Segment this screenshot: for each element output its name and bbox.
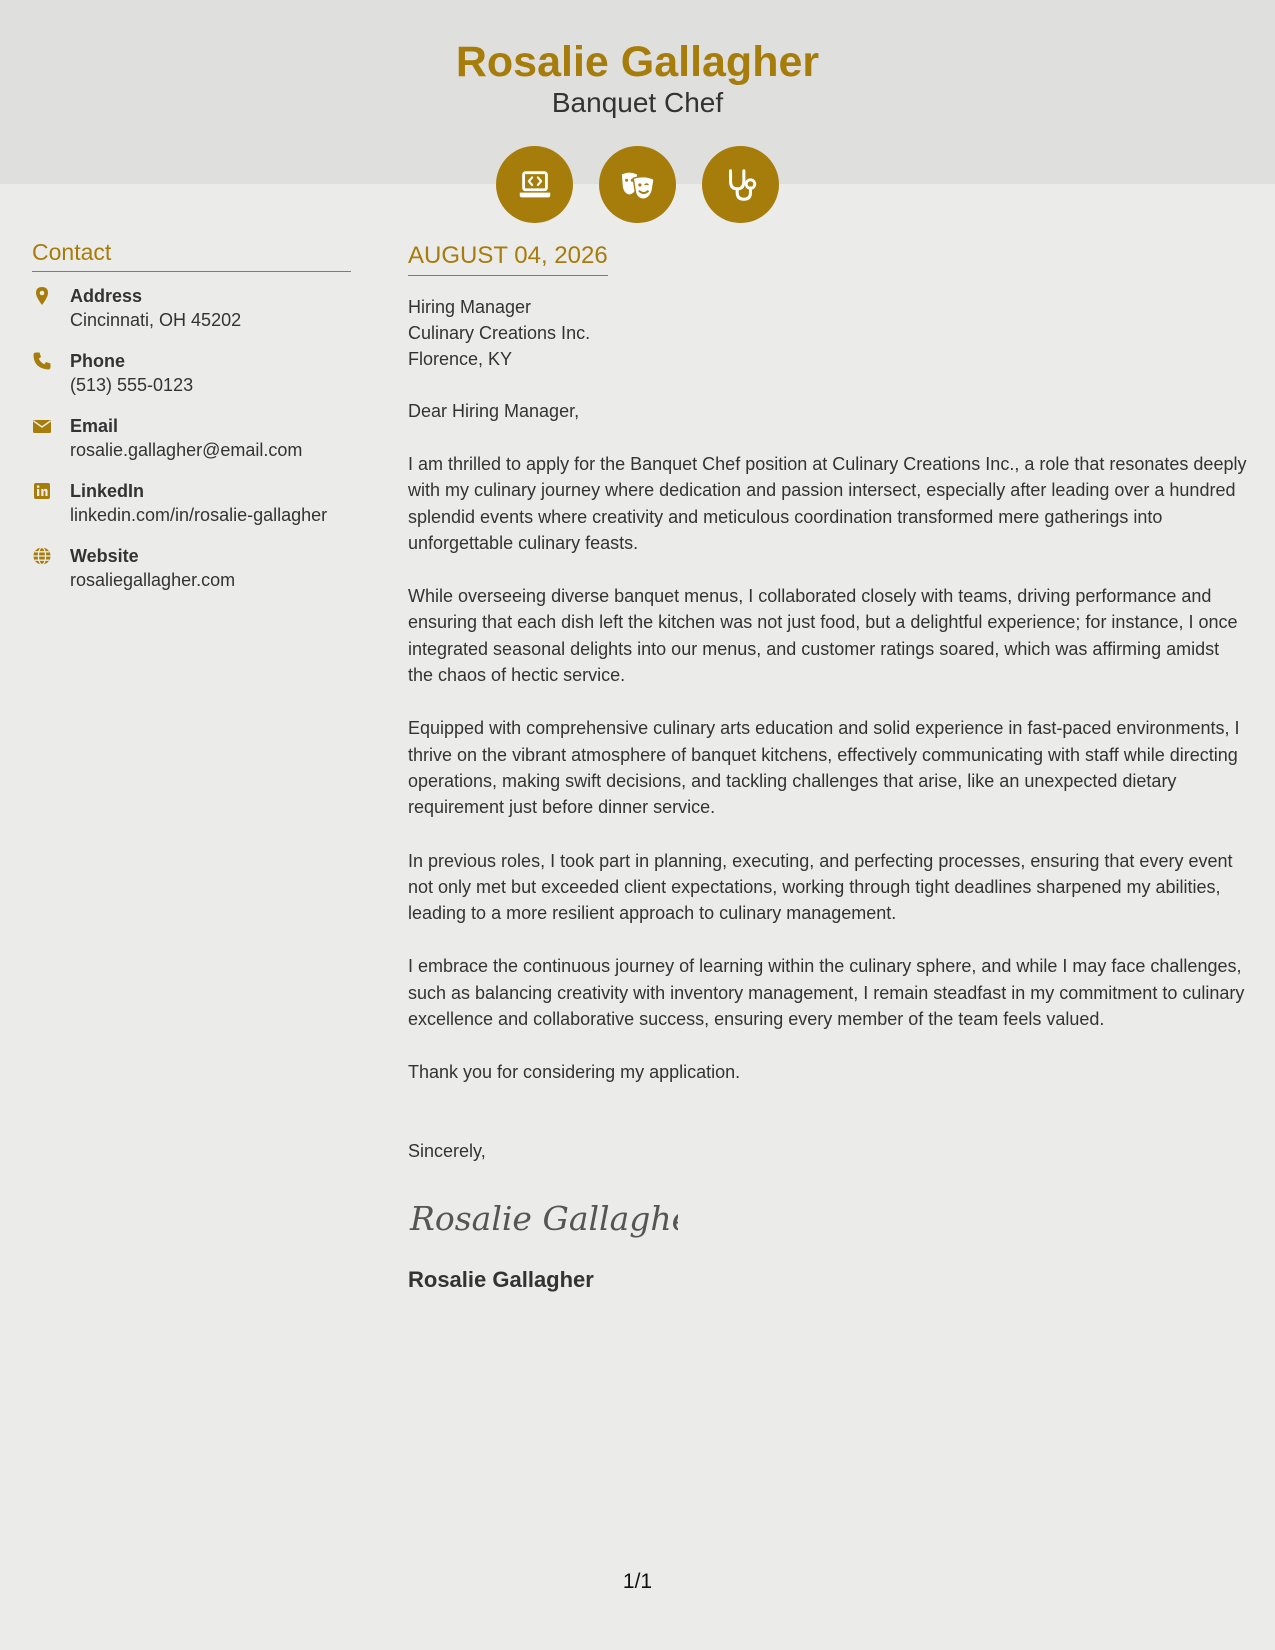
thank-you-line: Thank you for considering my application. [408,1062,741,1083]
linkedin-icon [32,479,70,527]
recipient-line: Florence, KY [408,349,513,369]
contact-heading: Contact [32,238,351,272]
envelope-icon [32,414,70,462]
contact-address [32,284,351,332]
contact-label: Email [70,416,119,436]
globe-icon [32,544,70,592]
header-icons [496,146,779,223]
phone-icon [32,349,70,397]
contact-value[interactable]: rosalie.gallagher@email.com [70,440,303,460]
stethoscope-icon [702,146,779,223]
contact-label: Website [70,546,139,566]
contact-label: Phone [70,351,126,371]
body-paragraph: I am thrilled to apply for the Banquet Chef position at Culinary Creations Inc., a role that resonates deeply with my culinary journey where dedication and passion intersect, especially after leading over a hundred splendid events where creativity and meticulous coordination transformed mere gatherings into unforgettable culinary feasts. [408,454,1247,553]
laptop-code-icon [496,146,573,223]
contact-phone [32,349,351,397]
body-paragraph: Equipped with comprehensive culinary arts education and solid experience in fast-paced environments, I thrive on the vibrant atmosphere of banquet kitchens, effectively communicating with staff while directing operations, making swift decisions, and tackling challenges that arise, like an unexpected dietary requirement just before dinner service. [408,718,1240,818]
contact-value: (513) 555-0123 [70,375,194,395]
contact-value[interactable]: linkedin.com/in/rosalie-gallagher [70,505,328,525]
contact-label: LinkedIn [70,481,145,501]
closing: Sincerely, [408,1140,486,1161]
contact-linkedin [32,479,351,527]
job-title: Banquet Chef [551,87,724,118]
letter-body [408,240,1248,1294]
contact-value: Cincinnati, OH 45202 [70,310,242,330]
body-paragraph: In previous roles, I took part in planning, executing, and perfecting processes, ensuring that every event not only met but exceeded client expectations, working through tight deadlines sharpened my abilities, leading to a more resilient approach to culinary management. [408,850,1233,924]
map-marker-icon [32,284,70,332]
signature-image [408,1190,1248,1244]
contact-email [32,414,351,462]
body-paragraph: I embrace the continuous journey of learning within the culinary sphere, and while I may face challenges, such as balancing creativity with inventory management, I remain steadfast in my commitment to culinary excellence and collaborative success, ensuring every member of the team feels valued. [408,956,1245,1030]
recipient-line: Hiring Manager [408,297,532,317]
salutation: Dear Hiring Manager, [408,401,580,421]
theater-masks-icon [599,146,676,223]
contact-sidebar [32,238,351,609]
recipient-block [408,294,1248,372]
applicant-name: Rosalie Gallagher [455,38,820,86]
recipient-line: Culinary Creations Inc. [408,323,591,343]
contact-label: Address [70,286,143,306]
letter-date: AUGUST 04, 2026 [408,240,608,276]
contact-website [32,544,351,592]
body-paragraph: While overseeing diverse banquet menus, I collaborated closely with teams, driving performance and ensuring that each dish left the kitchen was not just food, but a delightful experience; for instance, I once integrated seasonal delights into our menus, and customer ratings soared, which was affirming amidst the chaos of hectic service. [408,586,1238,686]
signed-name: Rosalie Gallagher [408,1266,594,1292]
contact-value[interactable]: rosaliegallagher.com [70,570,236,590]
page-number: 1/1 [622,1570,653,1593]
signature-text: Rosalie Gallagher [410,1198,678,1238]
